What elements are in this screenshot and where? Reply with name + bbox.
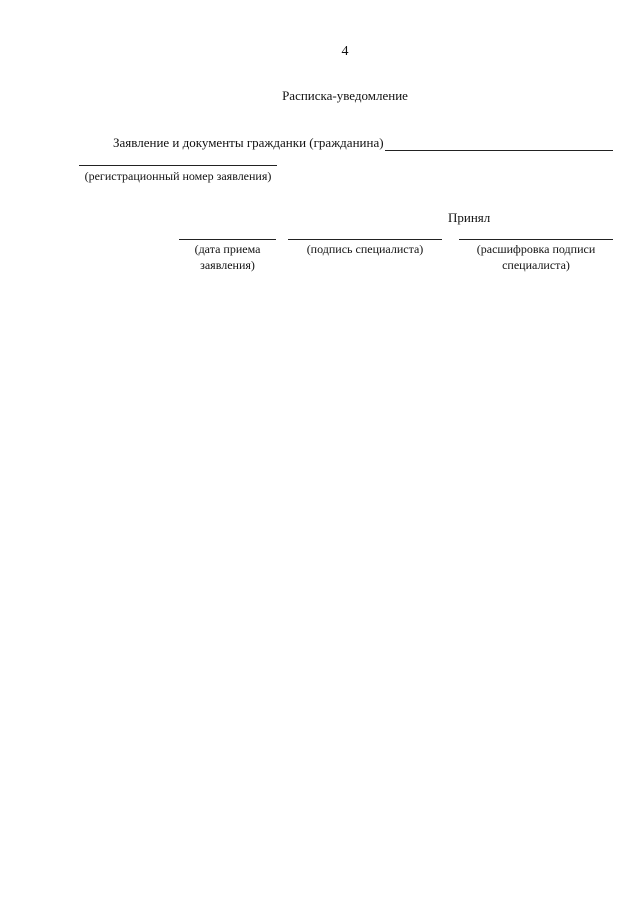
specialist-signature-caption: (подпись специалиста) xyxy=(306,242,424,256)
specialist-signature-blank-line xyxy=(288,239,442,240)
acceptance-date-caption: (дата приема заявления) xyxy=(194,242,261,272)
document-title: Расписка-уведомление xyxy=(282,88,408,103)
registration-number-caption: (регистрационный номер заявления) xyxy=(84,169,272,183)
applicant-label: Заявление и документы гражданки (гражданина) xyxy=(113,135,384,150)
signature-decoding-blank-line xyxy=(459,239,613,240)
accepted-label: Принял xyxy=(448,210,491,225)
page-number: 4 xyxy=(341,44,349,59)
acceptance-date-blank-line xyxy=(179,239,276,240)
signature-decoding-caption: (расшифровка подписи специалиста) xyxy=(476,242,596,272)
applicant-name-blank-line xyxy=(385,150,613,151)
registration-number-blank-line xyxy=(79,165,277,166)
